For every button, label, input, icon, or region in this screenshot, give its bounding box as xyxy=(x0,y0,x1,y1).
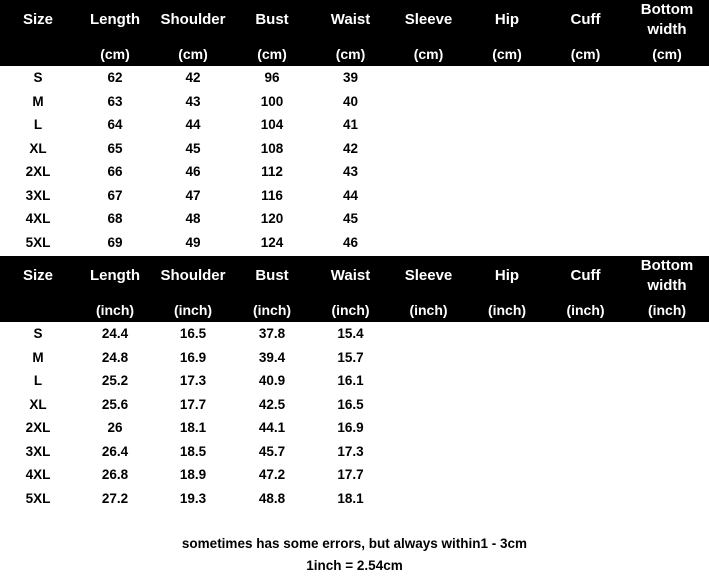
table-row xyxy=(0,416,709,440)
header-bust: Bust xyxy=(255,11,289,28)
table-row xyxy=(0,66,709,90)
cell-size: 2XL xyxy=(25,420,51,436)
cell-bust: 45.7 xyxy=(258,443,286,459)
cell-waist: 43 xyxy=(342,164,359,180)
cell-waist: 15.7 xyxy=(337,349,364,365)
cell-length: 62 xyxy=(107,70,123,86)
conversion-note: 1inch = 2.54cm xyxy=(306,558,403,573)
table-row xyxy=(0,184,709,208)
header-length: Length xyxy=(90,11,140,28)
cell-bust: 47.2 xyxy=(258,467,286,483)
unit-cuff: (inch) xyxy=(566,301,605,318)
unit-hip: (inch) xyxy=(487,301,527,318)
cell-bust: 42.5 xyxy=(258,396,286,412)
table-row xyxy=(0,369,709,393)
cell-waist: 44 xyxy=(342,187,359,203)
cell-size: 2XL xyxy=(25,164,51,180)
size-table-cm xyxy=(0,0,709,256)
cell-waist: 40 xyxy=(342,93,359,109)
cell-shoulder: 16.5 xyxy=(179,326,207,342)
unit-waist: (inch) xyxy=(331,301,370,318)
cell-bust: 37.8 xyxy=(258,326,286,342)
header-hip: Hip xyxy=(494,267,520,284)
header-length: Length xyxy=(90,267,140,284)
unit-sleeve: (cm) xyxy=(413,45,444,62)
table-row xyxy=(0,113,709,137)
cell-size: 4XL xyxy=(25,211,51,227)
cell-bust: 112 xyxy=(261,164,283,180)
cell-length: 68 xyxy=(107,211,123,227)
cell-bust: 100 xyxy=(260,93,284,109)
unit-sleeve: (inch) xyxy=(409,301,448,318)
header-bust: Bust xyxy=(255,267,289,284)
cell-bust: 96 xyxy=(264,70,280,86)
header-labels-row xyxy=(0,0,709,40)
table-row xyxy=(0,346,709,370)
cell-bust: 104 xyxy=(260,117,284,133)
cell-shoulder: 18.9 xyxy=(179,467,207,483)
cell-waist: 41 xyxy=(342,117,359,133)
header-sleeve: Sleeve xyxy=(404,267,453,284)
header-bottom-width: Bottom width xyxy=(640,257,694,294)
cell-waist: 46 xyxy=(342,234,359,250)
cell-size: S xyxy=(33,70,43,86)
tolerance-note: sometimes has some errors, but always within1 - 3cm xyxy=(181,536,528,551)
table-row xyxy=(0,322,709,346)
cell-length: 24.8 xyxy=(101,349,129,365)
table-header xyxy=(0,0,709,66)
cell-shoulder: 44 xyxy=(185,117,201,133)
cell-size: XL xyxy=(29,140,47,156)
cell-length: 26.4 xyxy=(101,443,129,459)
cell-length: 63 xyxy=(107,93,123,109)
unit-bottom-width: (inch) xyxy=(647,301,687,318)
cell-waist: 16.1 xyxy=(337,373,364,389)
unit-bust: (inch) xyxy=(252,301,292,318)
cell-size: L xyxy=(33,373,43,389)
cell-length: 66 xyxy=(107,164,123,180)
cell-size: M xyxy=(32,93,44,109)
unit-bottom-width: (cm) xyxy=(652,45,682,62)
cell-waist: 16.9 xyxy=(337,420,364,436)
table-body xyxy=(0,322,709,512)
header-cuff: Cuff xyxy=(570,267,601,284)
cell-length: 26.8 xyxy=(101,467,129,483)
cell-waist: 16.5 xyxy=(337,396,364,412)
cell-shoulder: 47 xyxy=(185,187,201,203)
header-hip: Hip xyxy=(494,11,520,28)
cell-length: 25.6 xyxy=(101,396,129,412)
cell-bust: 120 xyxy=(260,211,284,227)
cell-shoulder: 45 xyxy=(185,140,201,156)
cell-waist: 17.7 xyxy=(337,467,364,483)
cell-size: M xyxy=(32,349,44,365)
table-row xyxy=(0,231,709,255)
header-labels-row xyxy=(0,256,709,296)
cell-waist: 45 xyxy=(342,211,359,227)
unit-hip: (cm) xyxy=(492,45,522,62)
cell-size: 4XL xyxy=(25,467,51,483)
cell-waist: 17.3 xyxy=(337,443,364,459)
cell-bust: 44.1 xyxy=(258,420,286,436)
cell-bust: 108 xyxy=(260,140,284,156)
header-cuff: Cuff xyxy=(570,11,601,28)
cell-shoulder: 43 xyxy=(185,93,201,109)
cell-length: 25.2 xyxy=(101,373,129,389)
unit-length: (cm) xyxy=(100,45,130,62)
table-row xyxy=(0,160,709,184)
cell-length: 27.2 xyxy=(101,490,129,506)
cell-bust: 48.8 xyxy=(258,490,286,506)
cell-shoulder: 16.9 xyxy=(179,349,207,365)
unit-waist: (cm) xyxy=(335,45,366,62)
header-units-row xyxy=(0,41,709,66)
cell-shoulder: 18.1 xyxy=(179,420,207,436)
header-waist: Waist xyxy=(330,11,371,28)
cell-length: 24.4 xyxy=(101,326,129,342)
unit-size xyxy=(0,41,76,66)
table-row xyxy=(0,137,709,161)
cell-shoulder: 18.5 xyxy=(179,443,207,459)
cell-size: 5XL xyxy=(25,490,51,506)
header-shoulder: Shoulder xyxy=(160,11,226,28)
header-shoulder: Shoulder xyxy=(160,267,226,284)
header-size: Size xyxy=(22,267,53,284)
header-units-row xyxy=(0,297,709,322)
cell-shoulder: 17.3 xyxy=(179,373,207,389)
cell-bust: 40.9 xyxy=(258,373,286,389)
cell-shoulder: 48 xyxy=(185,211,201,227)
table-header xyxy=(0,256,709,322)
cell-shoulder: 42 xyxy=(185,70,201,86)
unit-size xyxy=(0,297,76,322)
cell-waist: 15.4 xyxy=(337,326,364,342)
table-row xyxy=(0,440,709,464)
table-row xyxy=(0,90,709,114)
cell-size: 3XL xyxy=(25,187,51,203)
cell-size: S xyxy=(33,326,43,342)
cell-size: 3XL xyxy=(25,443,51,459)
table-row xyxy=(0,393,709,417)
unit-cuff: (cm) xyxy=(570,45,601,62)
header-sleeve: Sleeve xyxy=(404,11,453,28)
cell-bust: 39.4 xyxy=(258,349,286,365)
header-waist: Waist xyxy=(330,267,371,284)
cell-size: 5XL xyxy=(25,234,51,250)
cell-waist: 18.1 xyxy=(337,490,364,506)
cell-size: L xyxy=(33,117,43,133)
table-row xyxy=(0,207,709,231)
cell-waist: 39 xyxy=(342,70,359,86)
unit-shoulder: (cm) xyxy=(178,45,208,62)
cell-bust: 116 xyxy=(261,187,283,203)
cell-length: 69 xyxy=(107,234,123,250)
unit-shoulder: (inch) xyxy=(173,301,213,318)
cell-waist: 42 xyxy=(342,140,359,156)
header-bottom-width: Bottom width xyxy=(640,1,694,38)
unit-length: (inch) xyxy=(95,301,135,318)
table-row xyxy=(0,487,709,511)
cell-shoulder: 46 xyxy=(185,164,201,180)
cell-size: XL xyxy=(29,396,47,412)
table-row xyxy=(0,463,709,487)
cell-length: 64 xyxy=(107,117,123,133)
cell-shoulder: 49 xyxy=(185,234,201,250)
cell-shoulder: 17.7 xyxy=(179,396,207,412)
cell-length: 67 xyxy=(107,187,123,203)
table-body xyxy=(0,66,709,256)
unit-bust: (cm) xyxy=(257,45,287,62)
cell-length: 65 xyxy=(107,140,123,156)
header-size: Size xyxy=(22,11,53,28)
cell-shoulder: 19.3 xyxy=(179,490,207,506)
cell-length: 26 xyxy=(107,420,123,436)
size-table-inch xyxy=(0,256,709,512)
cell-bust: 124 xyxy=(260,234,284,250)
